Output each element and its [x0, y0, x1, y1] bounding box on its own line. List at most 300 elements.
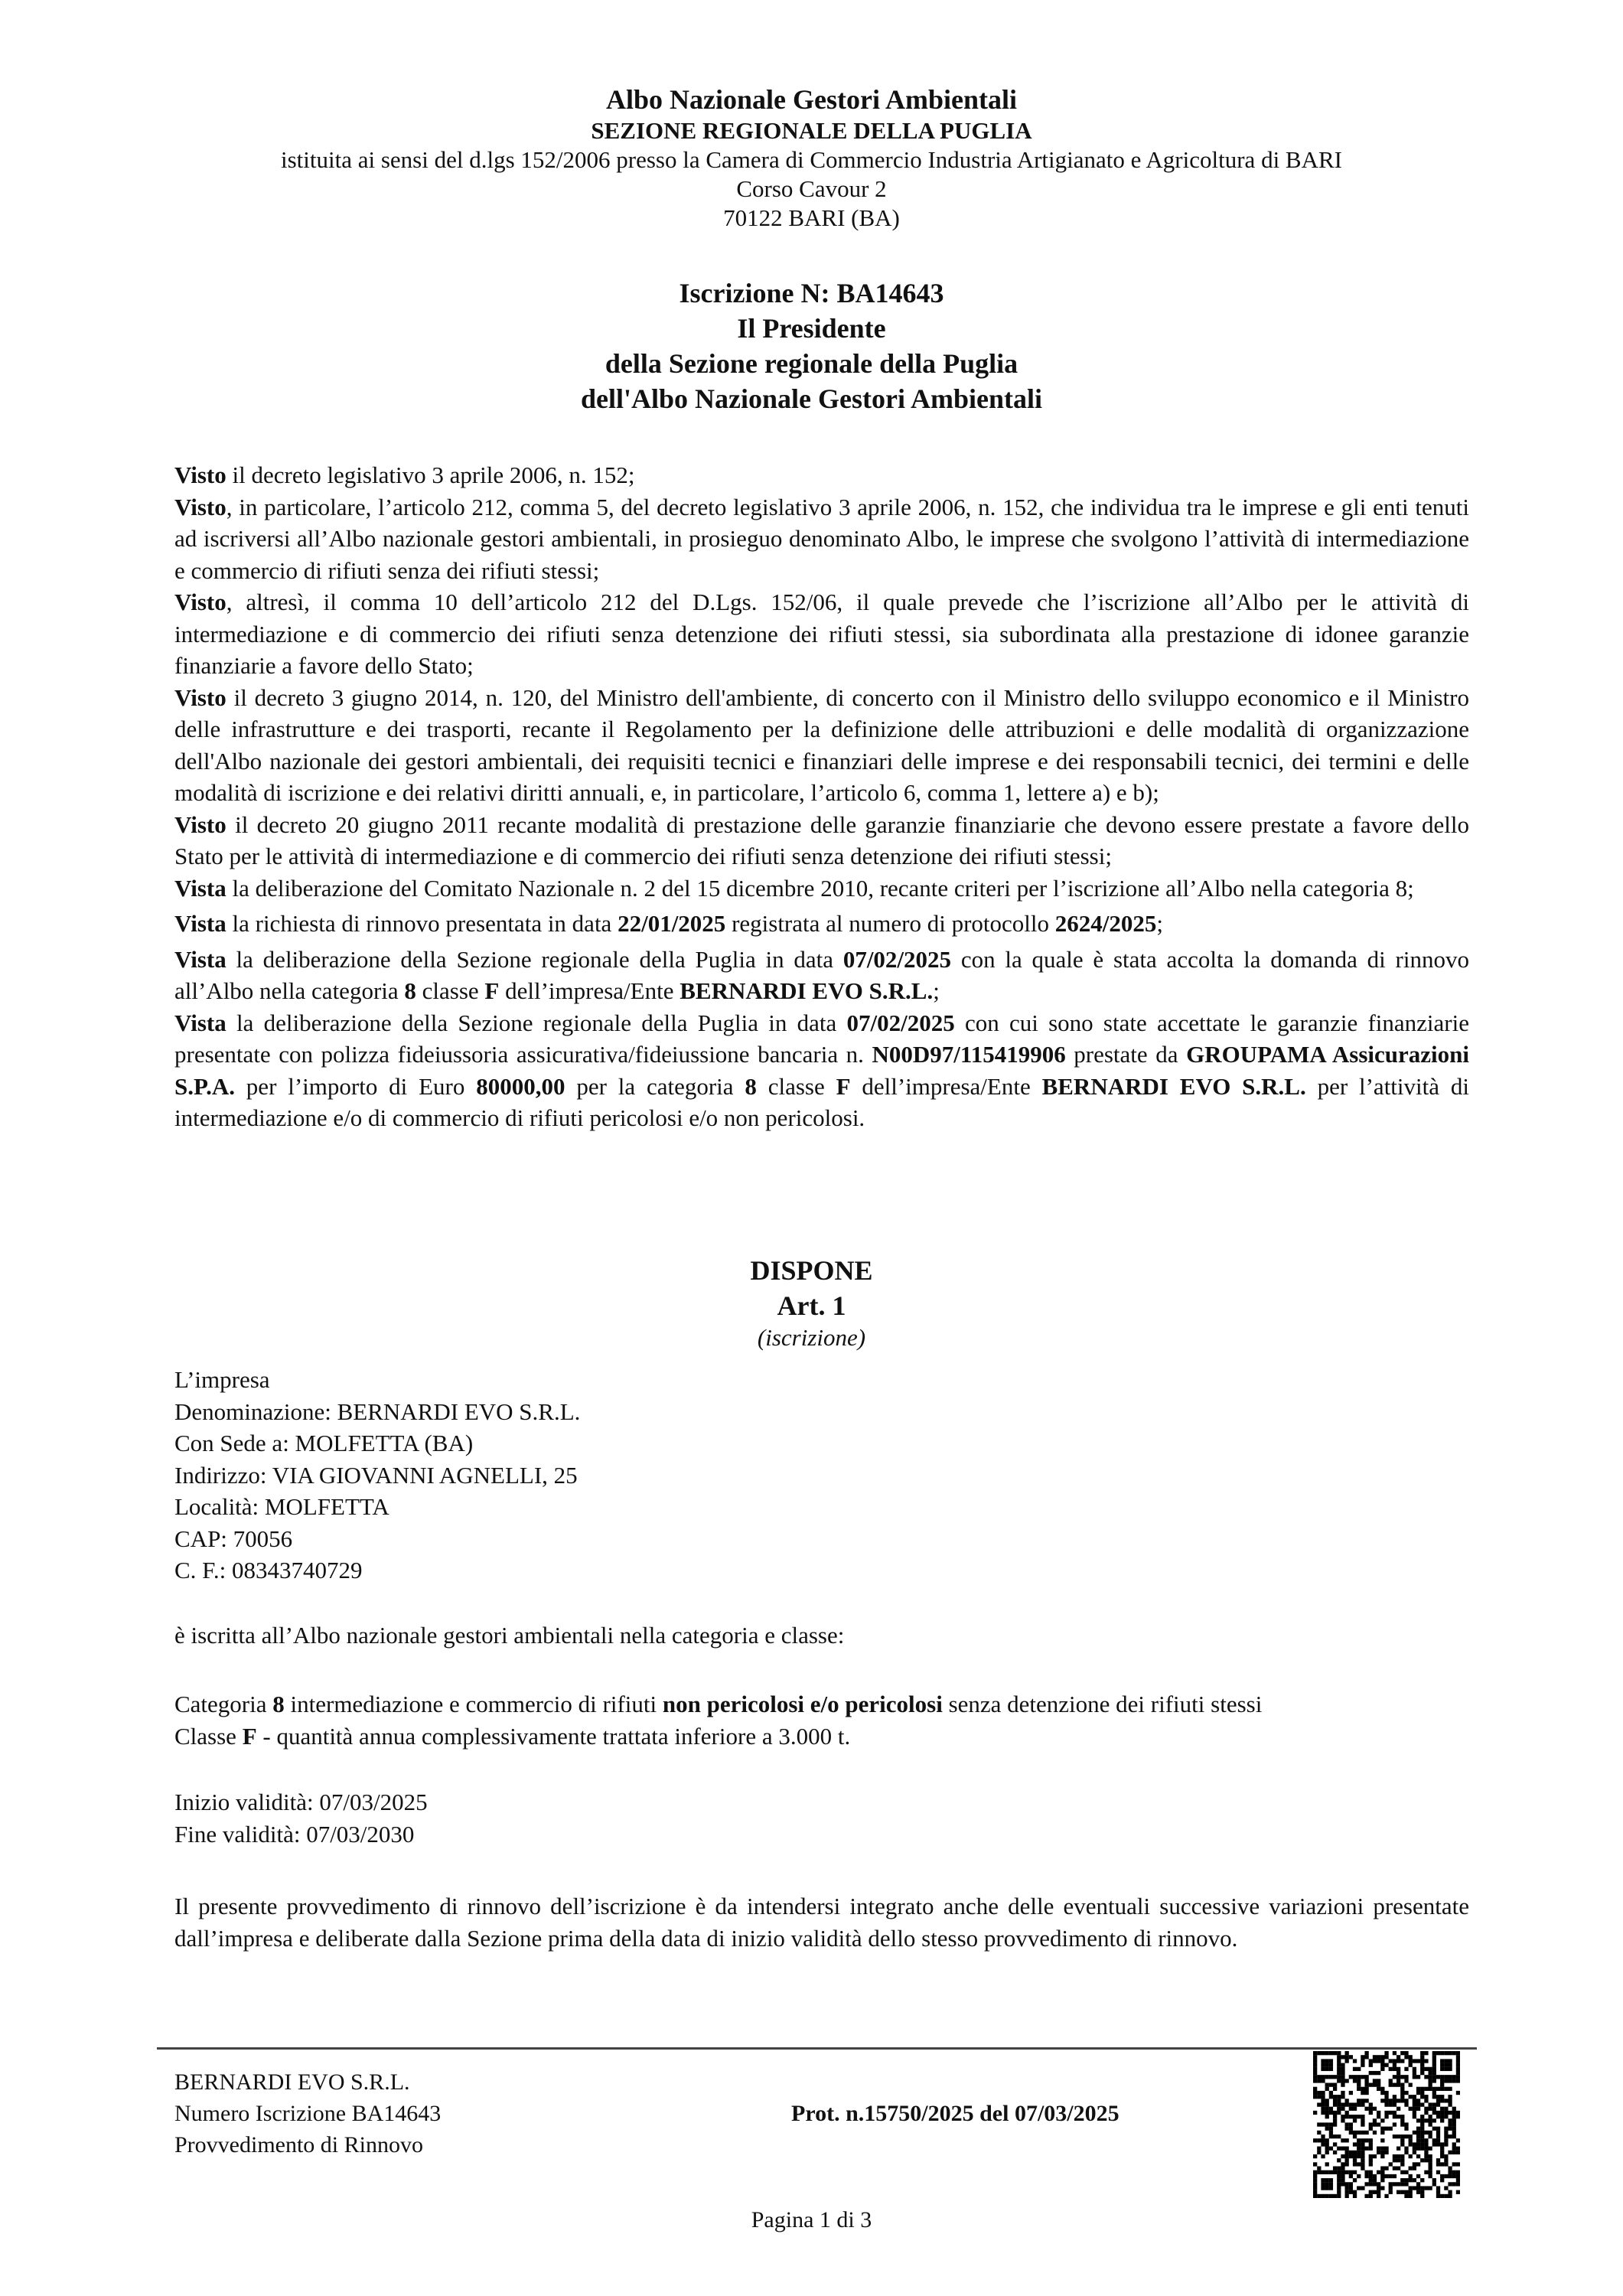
qr-module [1448, 2051, 1452, 2055]
qr-module [1361, 2091, 1364, 2095]
qr-module [1373, 2190, 1377, 2194]
qr-module [1440, 2075, 1444, 2079]
qr-module [1313, 2154, 1317, 2158]
text-run: Classe [174, 1722, 243, 1750]
qr-module [1444, 2111, 1448, 2115]
qr-module [1448, 2194, 1452, 2198]
qr-module [1317, 2051, 1321, 2055]
qr-module [1396, 2166, 1400, 2170]
qr-module [1444, 2059, 1448, 2063]
header-city: 70122 BARI (BA) [723, 204, 900, 231]
qr-module [1337, 2174, 1341, 2178]
qr-module [1448, 2118, 1452, 2122]
qr-module [1373, 2083, 1377, 2087]
qr-module [1380, 2186, 1384, 2190]
qr-module [1420, 2190, 1424, 2194]
qr-module [1452, 2142, 1456, 2146]
qr-module [1369, 2127, 1373, 2131]
qr-module [1361, 2118, 1364, 2122]
qr-module [1416, 2118, 1420, 2122]
qr-code [1313, 2051, 1460, 2198]
qr-module [1325, 2182, 1329, 2186]
qr-module [1361, 2122, 1364, 2126]
qr-module [1428, 2122, 1432, 2126]
qr-module [1409, 2178, 1413, 2182]
qr-module [1413, 2147, 1416, 2151]
qr-module [1384, 2102, 1388, 2106]
qr-module [1393, 2051, 1396, 2055]
qr-module [1413, 2151, 1416, 2154]
qr-module [1317, 2151, 1321, 2154]
qr-module [1456, 2147, 1460, 2151]
qr-module [1413, 2186, 1416, 2190]
qr-module [1317, 2122, 1321, 2126]
qr-module [1436, 2142, 1440, 2146]
qr-module [1440, 2107, 1444, 2111]
qr-module [1452, 2131, 1456, 2135]
qr-module [1341, 2071, 1344, 2075]
qr-module [1444, 2067, 1448, 2071]
qr-module [1456, 2170, 1460, 2174]
qr-module [1384, 2063, 1388, 2067]
qr-module [1456, 2063, 1460, 2067]
qr-module [1333, 2166, 1337, 2170]
consideration-paragraph [174, 944, 1469, 1007]
qr-module [1357, 2174, 1361, 2178]
footer-divider [157, 2047, 1477, 2050]
bold-text: F [242, 1722, 257, 1750]
footer-left [174, 2066, 441, 2161]
qr-module [1420, 2115, 1424, 2118]
qr-module [1337, 2059, 1341, 2063]
qr-module [1440, 2194, 1444, 2198]
qr-module [1333, 2083, 1337, 2087]
qr-module [1337, 2075, 1341, 2079]
qr-module [1400, 2115, 1404, 2118]
qr-module [1424, 2158, 1428, 2162]
qr-module [1400, 2075, 1404, 2079]
qr-module [1377, 2071, 1380, 2075]
qr-module [1420, 2158, 1424, 2162]
qr-module [1349, 2154, 1353, 2158]
qr-module [1389, 2083, 1393, 2087]
qr-module [1404, 2194, 1408, 2198]
qr-module [1357, 2154, 1361, 2158]
qr-module [1424, 2051, 1428, 2055]
qr-module [1396, 2099, 1400, 2102]
qr-module [1428, 2115, 1432, 2118]
qr-module [1345, 2051, 1349, 2055]
qr-module [1357, 2067, 1361, 2071]
qr-module [1349, 2091, 1353, 2095]
header-institution: istituita ai sensi del d.lgs 152/2006 presso la Camera di Commercio Industria Artigianato e Agricoltura di BARI [280, 146, 1342, 173]
category-line [174, 1720, 1469, 1753]
article-title: Art. 1 [777, 1290, 846, 1321]
qr-module [1380, 2127, 1384, 2131]
qr-module [1456, 2075, 1460, 2079]
qr-module [1432, 2182, 1436, 2186]
qr-module [1448, 2095, 1452, 2099]
text-run: ; [933, 977, 940, 1004]
qr-module [1369, 2102, 1373, 2106]
qr-module [1333, 2075, 1337, 2079]
qr-module [1389, 2111, 1393, 2115]
qr-module [1396, 2079, 1400, 2082]
qr-module [1361, 2075, 1364, 2079]
qr-module [1420, 2071, 1424, 2075]
qr-module [1377, 2147, 1380, 2151]
qr-module [1444, 2127, 1448, 2131]
qr-module [1436, 2075, 1440, 2079]
qr-module [1440, 2111, 1444, 2115]
bold-text: 8 [745, 1072, 757, 1100]
qr-module [1456, 2138, 1460, 2142]
qr-module [1424, 2118, 1428, 2122]
qr-module [1400, 2162, 1404, 2166]
qr-module [1396, 2190, 1400, 2194]
qr-module [1436, 2162, 1440, 2166]
qr-module [1384, 2166, 1388, 2170]
qr-module [1396, 2158, 1400, 2162]
qr-module [1444, 2158, 1448, 2162]
qr-module [1341, 2174, 1344, 2178]
qr-module [1317, 2091, 1321, 2095]
qr-module [1349, 2174, 1353, 2178]
qr-module [1353, 2194, 1357, 2198]
qr-module [1436, 2087, 1440, 2091]
qr-module [1333, 2102, 1337, 2106]
qr-module [1369, 2170, 1373, 2174]
qr-module [1353, 2075, 1357, 2079]
qr-module [1380, 2178, 1384, 2182]
bold-text: Visto [174, 589, 227, 615]
qr-module [1345, 2115, 1349, 2118]
qr-module [1357, 2142, 1361, 2146]
qr-module [1337, 2158, 1341, 2162]
qr-module [1377, 2111, 1380, 2115]
qr-module [1321, 2067, 1325, 2071]
qr-module [1456, 2111, 1460, 2115]
qr-module [1380, 2131, 1384, 2135]
bold-text: 8 [404, 977, 416, 1004]
qr-module [1337, 2079, 1341, 2082]
qr-module [1420, 2186, 1424, 2190]
qr-module [1329, 2095, 1333, 2099]
qr-module [1424, 2186, 1428, 2190]
qr-module [1428, 2131, 1432, 2135]
qr-module [1321, 2095, 1325, 2099]
heading-president: Il Presidente [737, 313, 886, 344]
qr-module [1353, 2102, 1357, 2106]
qr-module [1337, 2170, 1341, 2174]
footer-protocol: Prot. n.15750/2025 del 07/03/2025 [791, 2101, 1119, 2126]
qr-module [1313, 2138, 1317, 2142]
qr-module [1321, 2122, 1325, 2126]
qr-module [1413, 2142, 1416, 2146]
qr-module [1420, 2135, 1424, 2138]
qr-module [1333, 2122, 1337, 2126]
qr-module [1444, 2099, 1448, 2102]
qr-module [1329, 2051, 1333, 2055]
qr-module [1404, 2051, 1408, 2055]
article-subtitle: (iscrizione) [757, 1324, 866, 1351]
qr-module [1380, 2118, 1384, 2122]
qr-module [1428, 2071, 1432, 2075]
qr-module [1384, 2147, 1388, 2151]
qr-module [1389, 2127, 1393, 2131]
qr-module [1389, 2067, 1393, 2071]
qr-module [1400, 2170, 1404, 2174]
qr-module [1313, 2079, 1317, 2082]
qr-module [1369, 2190, 1373, 2194]
footer-number: Numero Iscrizione BA14643 [174, 2101, 442, 2126]
qr-module [1313, 2190, 1317, 2194]
consideration-paragraph [174, 459, 1469, 491]
qr-module [1373, 2071, 1377, 2075]
qr-module [1364, 2091, 1368, 2095]
qr-module [1404, 2099, 1408, 2102]
qr-module [1353, 2142, 1357, 2146]
qr-module [1345, 2182, 1349, 2186]
qr-module [1416, 2075, 1420, 2079]
qr-module [1321, 2099, 1325, 2102]
qr-module [1333, 2087, 1337, 2091]
qr-module [1456, 2190, 1460, 2194]
qr-module [1389, 2174, 1393, 2178]
qr-module [1389, 2099, 1393, 2102]
qr-module [1389, 2190, 1393, 2194]
qr-module [1380, 2170, 1384, 2174]
qr-module [1440, 2063, 1444, 2067]
qr-module [1361, 2151, 1364, 2154]
qr-module [1420, 2051, 1424, 2055]
text-run: per la categoria [565, 1072, 745, 1100]
qr-module [1349, 2122, 1353, 2126]
qr-module [1393, 2095, 1396, 2099]
qr-module [1456, 2067, 1460, 2071]
qr-module [1448, 2151, 1452, 2154]
document-heading [0, 276, 1623, 416]
qr-module [1384, 2111, 1388, 2115]
qr-module [1329, 2135, 1333, 2138]
qr-module [1400, 2182, 1404, 2186]
page-number: Pagina 1 di 3 [751, 2207, 872, 2232]
qr-module [1428, 2154, 1432, 2158]
qr-module [1448, 2067, 1452, 2071]
qr-module [1444, 2142, 1448, 2146]
qr-module [1428, 2118, 1432, 2122]
qr-module [1313, 2059, 1317, 2063]
qr-module [1428, 2135, 1432, 2138]
qr-module [1393, 2182, 1396, 2186]
qr-module [1420, 2095, 1424, 2099]
qr-module [1420, 2055, 1424, 2059]
qr-module [1452, 2118, 1456, 2122]
qr-module [1384, 2151, 1388, 2154]
qr-module [1313, 2071, 1317, 2075]
qr-module [1393, 2174, 1396, 2178]
qr-module [1432, 2079, 1436, 2082]
qr-module [1432, 2091, 1436, 2095]
qr-module [1364, 2055, 1368, 2059]
qr-module [1424, 2087, 1428, 2091]
qr-module [1416, 2147, 1420, 2151]
qr-module [1424, 2138, 1428, 2142]
qr-module [1444, 2115, 1448, 2118]
qr-module [1353, 2131, 1357, 2135]
qr-module [1321, 2107, 1325, 2111]
qr-module [1364, 2099, 1368, 2102]
qr-module [1389, 2162, 1393, 2166]
qr-module [1380, 2138, 1384, 2142]
qr-module [1325, 2142, 1329, 2146]
company-cf: C. F.: 08343740729 [174, 1557, 363, 1583]
qr-module [1436, 2186, 1440, 2190]
qr-module [1400, 2138, 1404, 2142]
qr-module [1436, 2190, 1440, 2194]
qr-module [1440, 2142, 1444, 2146]
qr-module [1373, 2079, 1377, 2082]
qr-module [1357, 2151, 1361, 2154]
consideration-paragraph [174, 809, 1469, 872]
qr-module [1436, 2138, 1440, 2142]
qr-module [1380, 2055, 1384, 2059]
qr-module [1396, 2083, 1400, 2087]
qr-module [1325, 2122, 1329, 2126]
registration-number: Iscrizione N: BA14643 [679, 278, 944, 308]
qr-module [1404, 2151, 1408, 2154]
qr-module [1353, 2107, 1357, 2111]
qr-module [1345, 2147, 1349, 2151]
qr-module [1373, 2122, 1377, 2126]
qr-module [1369, 2063, 1373, 2067]
qr-module [1400, 2135, 1404, 2138]
qr-module [1416, 2138, 1420, 2142]
qr-module [1329, 2194, 1333, 2198]
qr-module [1413, 2102, 1416, 2106]
qr-module [1337, 2194, 1341, 2198]
qr-module [1337, 2063, 1341, 2067]
qr-module [1416, 2162, 1420, 2166]
qr-module [1377, 2194, 1380, 2198]
qr-module [1349, 2102, 1353, 2106]
qr-module [1420, 2118, 1424, 2122]
qr-module [1432, 2118, 1436, 2122]
qr-module [1325, 2111, 1329, 2115]
qr-module [1357, 2079, 1361, 2082]
qr-module [1341, 2170, 1344, 2174]
company-intro: L’impresa [174, 1366, 270, 1393]
qr-module [1329, 2186, 1333, 2190]
qr-module [1337, 2099, 1341, 2102]
qr-module [1416, 2107, 1420, 2111]
qr-module [1380, 2067, 1384, 2071]
qr-module [1456, 2091, 1460, 2095]
qr-module [1317, 2166, 1321, 2170]
qr-module [1416, 2131, 1420, 2135]
qr-module [1440, 2118, 1444, 2122]
bold-text: F [836, 1072, 851, 1100]
qr-module [1380, 2151, 1384, 2154]
qr-module [1329, 2091, 1333, 2095]
qr-module [1333, 2115, 1337, 2118]
qr-module [1409, 2063, 1413, 2067]
qr-module [1333, 2051, 1337, 2055]
qr-module [1416, 2174, 1420, 2178]
qr-module [1400, 2091, 1404, 2095]
qr-module [1341, 2075, 1344, 2079]
qr-module [1361, 2102, 1364, 2106]
text-run: con cui sono state accettate le garanzie finanziarie presentate con polizza fideiussoria assicurativa/fideiussione bancaria n. [174, 1009, 1469, 1068]
qr-module [1325, 2102, 1329, 2106]
qr-module [1396, 2075, 1400, 2079]
qr-module [1349, 2107, 1353, 2111]
qr-module [1440, 2099, 1444, 2102]
qr-module [1353, 2115, 1357, 2118]
qr-module [1452, 2151, 1456, 2154]
qr-module [1389, 2102, 1393, 2106]
qr-module [1424, 2067, 1428, 2071]
qr-module [1317, 2102, 1321, 2106]
qr-module [1436, 2115, 1440, 2118]
qr-module [1361, 2147, 1364, 2151]
qr-module [1428, 2174, 1432, 2178]
qr-module [1452, 2162, 1456, 2166]
qr-module [1416, 2190, 1420, 2194]
qr-module [1357, 2087, 1361, 2091]
qr-module [1345, 2079, 1349, 2082]
qr-module [1373, 2182, 1377, 2186]
qr-module [1404, 2075, 1408, 2079]
qr-module [1357, 2138, 1361, 2142]
qr-module [1432, 2178, 1436, 2182]
bold-text: BERNARDI EVO S.R.L. [1041, 1072, 1306, 1100]
qr-module [1317, 2095, 1321, 2099]
qr-module [1317, 2194, 1321, 2198]
qr-module [1349, 2170, 1353, 2174]
qr-module [1384, 2055, 1388, 2059]
qr-module [1317, 2131, 1321, 2135]
qr-module [1432, 2102, 1436, 2106]
bold-text: Visto [174, 683, 227, 711]
qr-module [1345, 2122, 1349, 2126]
company-name: Denominazione: BERNARDI EVO S.R.L. [174, 1397, 581, 1425]
qr-module [1345, 2055, 1349, 2059]
qr-module [1313, 2063, 1317, 2067]
qr-module [1413, 2107, 1416, 2111]
qr-module [1369, 2178, 1373, 2182]
qr-module [1333, 2135, 1337, 2138]
qr-module [1452, 2111, 1456, 2115]
bold-text: Vista [174, 910, 227, 937]
qr-module [1333, 2099, 1337, 2102]
qr-module [1400, 2142, 1404, 2146]
qr-module [1409, 2107, 1413, 2111]
qr-module [1413, 2067, 1416, 2071]
qr-module [1413, 2162, 1416, 2166]
qr-module [1416, 2091, 1420, 2095]
qr-module [1317, 2170, 1321, 2174]
qr-module [1384, 2091, 1388, 2095]
text-run: Categoria [174, 1691, 273, 1717]
qr-module [1396, 2147, 1400, 2151]
qr-module [1341, 2166, 1344, 2170]
qr-module [1333, 2194, 1337, 2198]
qr-module [1404, 2135, 1408, 2138]
text-run: il decreto 20 giugno 2011 recante modalità di prestazione delle garanzie finanziarie che devono essere prestate a favore dello Stato per le attività di intermediazione e di commercio dei rifiuti senza detenzione dei rifiuti stessi; [174, 810, 1469, 869]
qr-module [1341, 2055, 1344, 2059]
qr-module [1345, 2158, 1349, 2162]
